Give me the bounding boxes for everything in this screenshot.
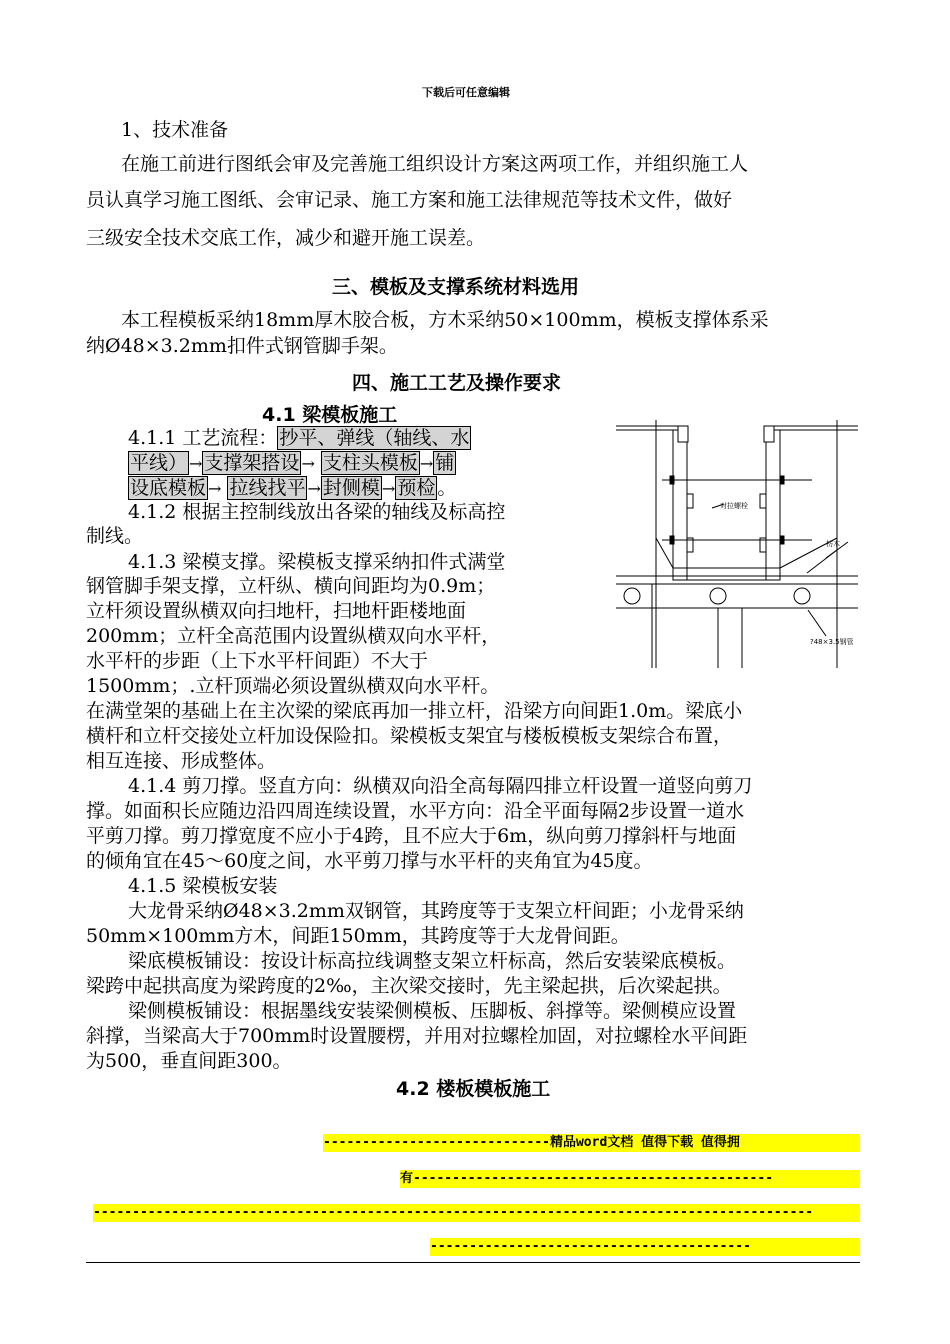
paragraph-line: 斜撑，当梁高大于700mm时设置腰楞，并用对拉螺栓加固，对拉螺栓水平间距 (86, 1025, 748, 1047)
paragraph-line: 在施工前进行图纸会审及完善施工组织设计方案这两项工作，并组织施工人 (121, 153, 749, 175)
paragraph-line: 梁侧模板铺设：根据墨线安装梁侧模板、压脚板、斜撑等。梁侧模应设置 (128, 1000, 737, 1022)
subsection-title: 4.1.5 梁模板安装 (128, 875, 278, 897)
subheading-slab-formwork: 4.2 楼板模板施工 (396, 1078, 551, 1100)
flow-step-column-head: 支柱头模板 (322, 452, 418, 474)
paragraph-line: 梁跨中起拱高度为梁跨度的2‰，主次梁交接时，先主梁起拱，后次梁起拱。 (86, 975, 732, 997)
footer-line-1: -----------------------------精品word文档 值得下载 值得拥 (323, 1134, 860, 1152)
paragraph-line: 立杆须设置纵横双向扫地杆，扫地杆距楼地面 (86, 600, 467, 622)
label-timber: 枋木 (826, 540, 840, 548)
paragraph-line: 平剪刀撑。剪刀撑宽度不应小于4跨，且不应大于6m，纵向剪刀撑斜杆与地面 (86, 825, 737, 847)
paragraph-line: 梁底模板铺设：按设计标高拉线调整支架立杆标高，然后安装梁底模板。 (128, 950, 737, 972)
paragraph-line: 本工程模板采纳18mm厚木胶合板，方木采纳50×100mm，模板支撑体系采 (121, 309, 769, 331)
footer-line-4: ----------------------------------------- (430, 1238, 860, 1256)
paragraph-line: 相互连接、形成整体。 (86, 750, 277, 772)
paragraph-line: 4.1.4 剪刀撑。竖直方向：纵横双向沿全高每隔四排立杆设置一道竖向剪刀 (128, 775, 753, 797)
paragraph-line: 4.1.3 梁模支撑。梁模板支撑采纳扣件式满堂 (128, 551, 506, 573)
paragraph-line: 制线。 (86, 525, 144, 547)
flow-label: 4.1.1 工艺流程： (128, 427, 278, 449)
paragraph-line: 大龙骨采纳Ø48×3.2mm双钢管，其跨度等于支架立杆间距；小龙骨采纳 (128, 900, 744, 922)
paragraph-line: 的倾角宜在45～60度之间，水平剪刀撑与水平杆的夹角宜为45度。 (86, 850, 653, 872)
flow-step-inspection: 预检 (397, 477, 436, 499)
paragraph-line: 在满堂架的基础上在主次梁的梁底再加一排立杆，沿梁方向间距1.0m。梁底小 (86, 700, 743, 722)
label-steel-pipe: ?48×3.5钢管 (810, 638, 854, 646)
paragraph-line: 4.1.2 根据主控制线放出各梁的轴线及标高控 (128, 501, 506, 523)
flow-step-bottom-form: 铺 (435, 452, 455, 474)
flow-step-side-form: 封侧模 (322, 477, 380, 499)
paragraph-line: 200mm；立杆全高范围内设置纵横双向水平杆， (86, 625, 501, 647)
section-heading-process: 四、施工工艺及操作要求 (352, 372, 562, 394)
page-header: 下载后可任意编辑 (422, 86, 510, 99)
section-title-tech-prep: 1、技术准备 (121, 119, 229, 141)
flow-step-support: 支撑架搭设 (204, 452, 300, 474)
arrow-icon: → (307, 479, 321, 498)
flow-line-2 (128, 451, 456, 476)
paragraph-line: 50mm×100mm方木，间距150mm，其跨度等于大龙骨间距。 (86, 925, 630, 947)
paragraph-line: 1500mm；.立杆顶端必须设置纵横双向水平杆。 (86, 675, 500, 697)
arrow-icon: → (301, 454, 315, 473)
arrow-icon: → (208, 479, 222, 498)
footer-rule (86, 1262, 860, 1263)
flow-line-3 (128, 476, 456, 501)
flow-step-bottom-form-cont: 设底模板 (130, 477, 207, 499)
flow-step-leveling-cont: 平线） (130, 452, 188, 474)
paragraph-line: 纳Ø48×3.2mm扣件式钢管脚手架。 (86, 335, 398, 357)
paragraph-line: 三级安全技术交底工作，减少和避开施工误差。 (86, 227, 486, 249)
arrow-icon: → (381, 479, 396, 498)
footer-line-2: 有---------------------------------------------- (400, 1170, 860, 1188)
label-tie-bolt: 对拉螺栓 (720, 502, 748, 510)
flow-step-level-line: 拉线找平 (229, 477, 306, 499)
paragraph-line: 钢管脚手架支撑，立杆纵、横向间距均为0.9m； (86, 575, 496, 597)
beam-formwork-diagram (612, 418, 862, 670)
paragraph-line: 员认真学习施工图纸、会审记录、施工方案和施工法律规范等技术文件，做好 (86, 189, 733, 211)
section-heading-materials: 三、模板及支撑系统材料选用 (332, 276, 580, 298)
subheading-beam-formwork: 4.1 梁模板施工 (262, 404, 398, 426)
arrow-icon: → (189, 454, 203, 473)
paragraph-line: 横杆和立杆交接处立杆加设保险扣。梁模板支架宜与楼板模板支架综合布置， (86, 725, 733, 747)
footer-line-3: -------------------------------------------------------------------------------------------- (93, 1204, 860, 1222)
paragraph-line: 为500，垂直间距300。 (86, 1050, 292, 1072)
flow-line-1 (128, 426, 471, 450)
flow-step-leveling: 抄平、弹线（轴线、水 (279, 427, 470, 449)
flow-end-mark: 。 (437, 477, 457, 499)
paragraph-line: 水平杆的步距（上下水平杆间距）不大于 (86, 650, 429, 672)
paragraph-line: 撑。如面积长应随边沿四周连续设置，水平方向：沿全平面每隔2步设置一道水 (86, 800, 745, 822)
arrow-icon: → (419, 454, 434, 473)
